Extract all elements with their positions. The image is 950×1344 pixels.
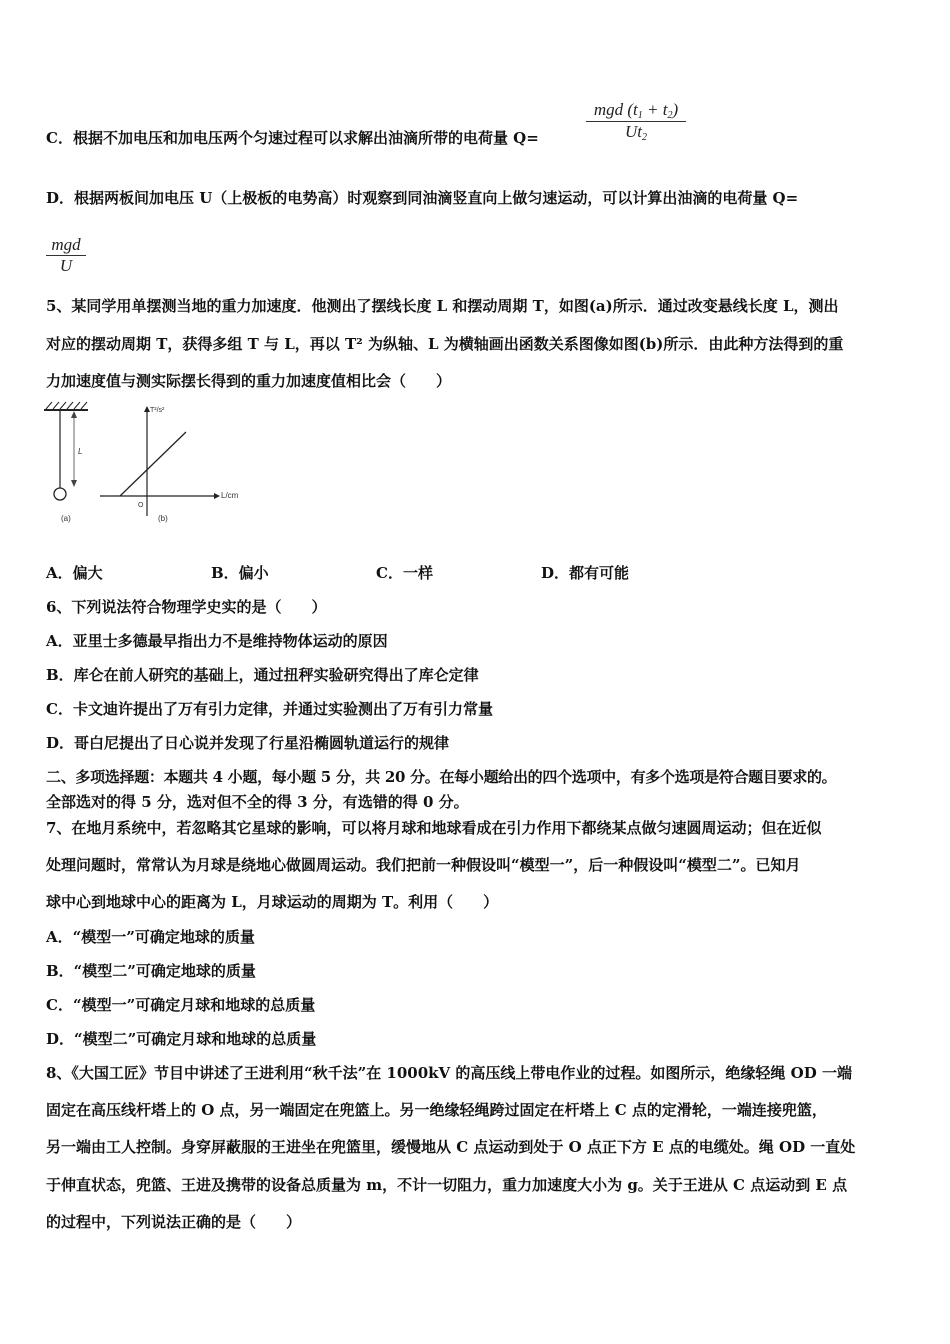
origin-label: O [138,502,144,509]
q4-option-d: D．根据两板间加电压 U（上极板的电势高）时观察到同油滴竖直向上做匀速运动，可以计算出油滴的电荷量 Q= [46,189,799,207]
fraction-numerator: mgd $(t_1 + t_2)$ [593,100,679,121]
q7-stem-line-3: 球中心到地球中心的距离为 L，月球运动的周期为 T。利用（ ） [46,893,499,911]
q7-stem-line-1: 7、在地月系统中，若忽略其它星球的影响，可以将月球和地球看成在引力作用下都绕某点做匀速圆周运动；但在近似 [46,819,822,837]
fraction-numerator: mgd [51,235,81,254]
q6-option-c: C．卡文迪许提出了万有引力定律，并通过实验测出了万有引力常量 [46,700,493,718]
figure-b-caption: (b) [158,514,168,523]
y-axis-label: T²/s² [150,407,165,414]
q5-stem-line-1: 5、某同学用单摆测当地的重力加速度．他测出了摆线长度 L 和摆动周期 T，如图(a)所示．通过改变悬线长度 L，测出 [46,297,839,315]
q8-stem-line-1: 8、《大国工匠》节目中讲述了王进利用“秋千法”在 1000kV 的高压线上带电作业的过程。如图所示，绝缘轻绳 OD 一端 [46,1064,852,1082]
q7-option-d: D．“模型二”可确定月球和地球的总质量 [46,1030,317,1048]
figure-a-caption: (a) [61,514,71,523]
q5-option-a: A．偏大 [46,564,103,582]
section2-instructions-line-2: 全部选对的得 5 分，选对但不全的得 3 分，有选错的得 0 分。 [46,793,469,811]
q5-stem-line-3: 力加速度值与测实际摆长得到的重力加速度值相比会（ ） [46,372,452,390]
pendulum-diagram [44,402,88,523]
q8-stem-line-3: 另一端由工人控制。身穿屏蔽服的王进坐在兜篮里，缓慢地从 C 点运动到处于 O 点正下方 E 点的电缆处。绳 OD 一直处 [46,1138,856,1156]
q5-option-b: B．偏小 [211,564,269,582]
q5-option-d: D．都有可能 [541,564,630,582]
q8-stem-line-5: 的过程中，下列说法正确的是（ ） [46,1213,302,1231]
q7-option-a: A．“模型一”可确定地球的质量 [46,928,255,946]
q5-option-c: C．一样 [376,564,433,582]
pendulum-bob [54,488,66,500]
section2-instructions-line-1: 二、多项选择题：本题共 4 小题，每小题 5 分，共 20 分。在每小题给出的四个选项中，有多个选项是符合题目要求的。 [46,768,837,786]
q8-stem-line-2: 固定在高压线杆塔上的 O 点，另一端固定在兜篮上。另一绝缘轻绳跨过固定在杆塔上 C 点的定滑轮，一端连接兜篮， [46,1101,827,1119]
fraction-denominator: $Ut_2$ [625,122,647,143]
q7-stem-line-2: 处理问题时，常常认为月球是绕地心做圆周运动。我们把前一种假设叫“模型一”，后一种假设叫“模型二”。已知月 [46,856,801,874]
q6-option-b: B．库仑在前人研究的基础上，通过扭秤实验研究得出了库仑定律 [46,666,479,684]
q5-stem-line-2: 对应的摆动周期 T，获得多组 T 与 L，再以 T² 为纵轴、L 为横轴画出函数关系图像如图(b)所示．由此种方法得到的重 [46,335,844,353]
q7-option-b: B．“模型二”可确定地球的质量 [46,962,256,980]
q6-stem: 6、下列说法符合物理学史实的是（ ） [46,598,327,616]
t2-l-graph [100,406,239,523]
q4-option-c-fraction [586,100,686,143]
x-axis-label: L/cm [221,491,239,500]
length-label: L [78,447,83,456]
q6-option-d: D．哥白尼提出了日心说并发现了行星沿椭圆轨道运行的规律 [46,734,450,752]
q4-option-c: C．根据不加电压和加电压两个匀速过程可以求解出油滴所带的电荷量 Q= [46,129,539,147]
q6-option-a: A．亚里士多德最早指出力不是维持物体运动的原因 [46,632,388,650]
q4-option-d-fraction [46,235,86,276]
q7-option-c: C．“模型一”可确定月球和地球的总质量 [46,996,316,1014]
q5-figure [40,398,255,533]
fraction-denominator: U [59,256,73,275]
q8-stem-line-4: 于伸直状态，兜篮、王进及携带的设备总质量为 m，不计一切阻力，重力加速度大小为 g。关于王进从 C 点运动到 E 点 [46,1176,848,1194]
t2-l-line [120,432,186,496]
